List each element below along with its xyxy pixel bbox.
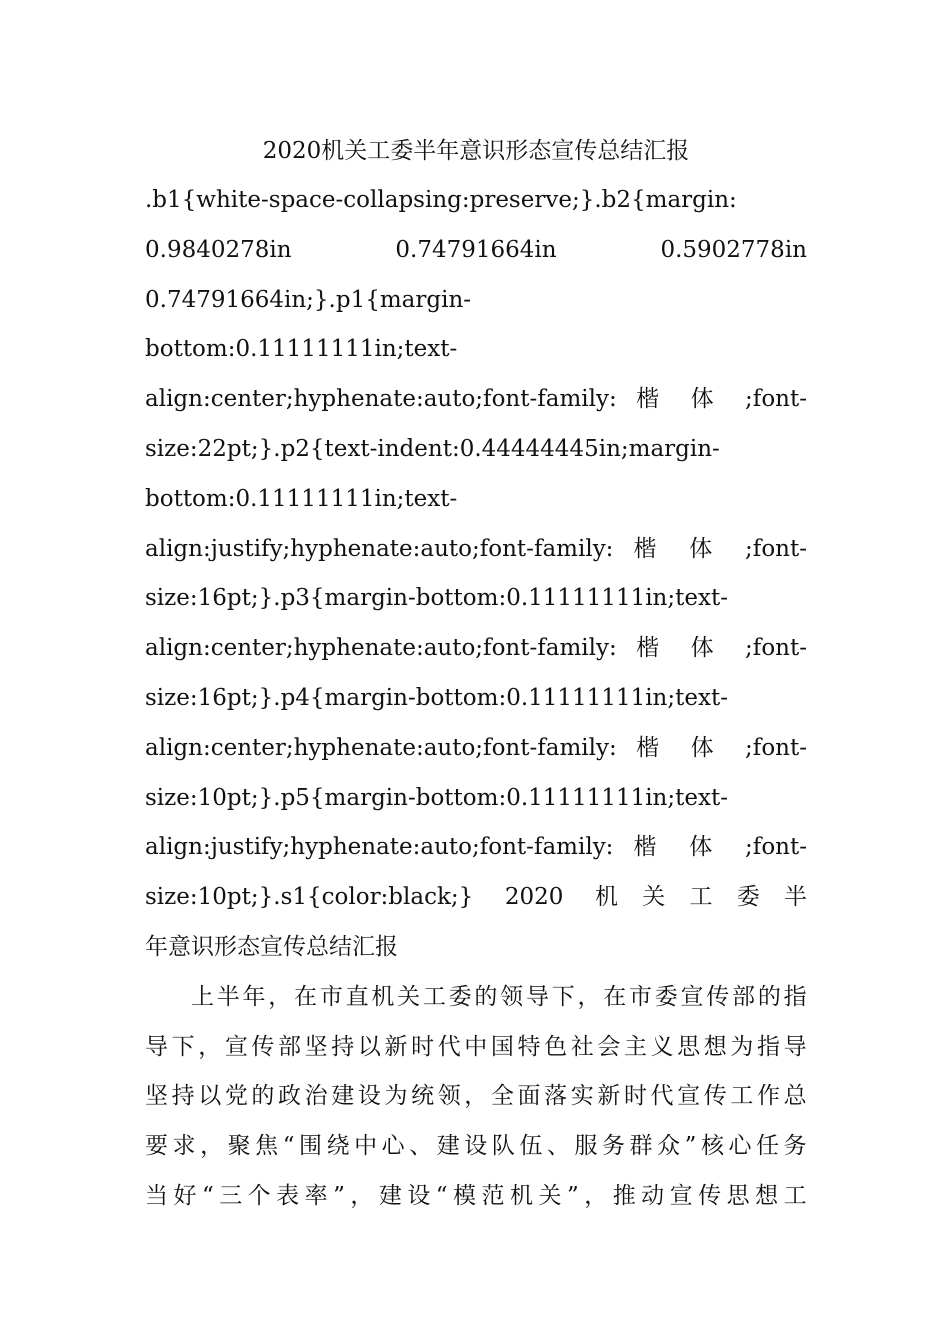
body-line: 当好“三个表率”，建设“模范机关”，推动宣传思想工 — [145, 1182, 807, 1209]
css-code-block — [145, 176, 807, 973]
css-line: align:center;hyphenate:auto;font-family: 楷 体 ;font- — [145, 734, 807, 761]
css-line: size:10pt;}.p5{margin-bottom:0.11111111in;text- — [145, 784, 728, 811]
css-line: 年意识形态宣传总结汇报 — [145, 933, 398, 960]
css-line: .b1{white-space-collapsing:preserve;}.b2{margin: — [145, 187, 737, 213]
document-title: 2020机关工委半年意识形态宣传总结汇报 — [262, 138, 690, 164]
css-line: align:justify;hyphenate:auto;font-family: 楷 体 ;font- — [145, 834, 807, 861]
css-line: size:16pt;}.p3{margin-bottom:0.11111111in;text- — [145, 585, 728, 612]
css-line: bottom:0.11111111in;text- — [145, 485, 458, 512]
css-line: size:16pt;}.p4{margin-bottom:0.11111111in;text- — [145, 684, 728, 711]
css-line: 0.74791664in;}.p1{margin- — [145, 286, 472, 313]
css-line: bottom:0.11111111in;text- — [145, 336, 458, 363]
css-line: align:justify;hyphenate:auto;font-family: 楷 体 ;font- — [145, 535, 807, 562]
css-line: align:center;hyphenate:auto;font-family: 楷 体 ;font- — [145, 635, 807, 662]
body-line: 导下，宣传部坚持以新时代中国特色社会主义思想为指导 — [145, 1033, 807, 1060]
css-line: size:22pt;}.p2{text-indent:0.44444445in;margin- — [145, 435, 720, 462]
css-line: size:10pt;}.s1{color:black;} 2020 机关工委半 — [145, 884, 807, 911]
body-paragraph — [145, 973, 807, 1222]
document-page — [145, 126, 807, 1222]
body-line: 坚持以党的政治建设为统领，全面落实新时代宣传工作总 — [145, 1083, 807, 1110]
body-line: 上半年，在市直机关工委的领导下，在市委宣传部的指 — [191, 983, 807, 1010]
css-line: align:center;hyphenate:auto;font-family: 楷 体 ;font- — [145, 386, 807, 413]
css-line: 0.9840278in 0.74791664in 0.5902778in — [145, 236, 807, 263]
body-line: 要求，聚焦“围绕中心、建设队伍、服务群众”核心任务 — [145, 1133, 807, 1160]
